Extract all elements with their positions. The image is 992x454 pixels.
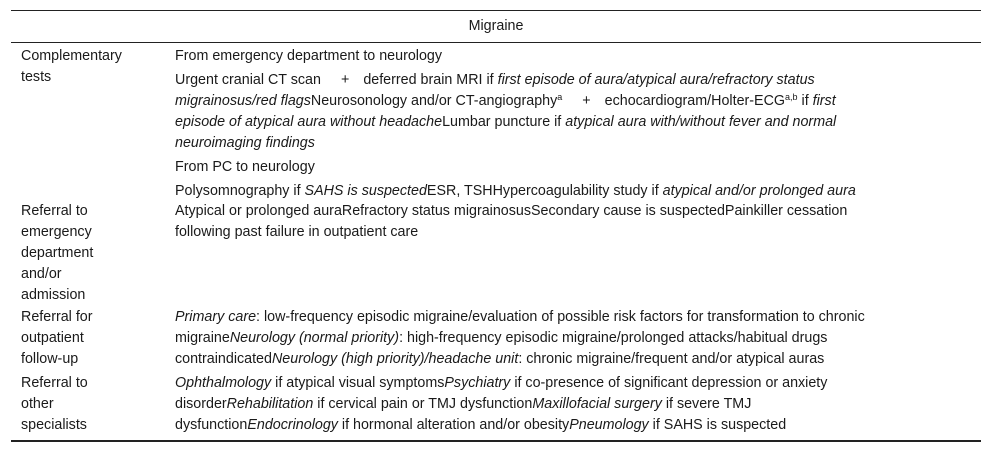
- ed-tests-line-4: neuroimaging findings: [175, 135, 315, 151]
- referral-emergency-content: Atypical or prolonged auraRefractory status migrainosusSecondary cause is suspectedPainkiller cessation following past failure in outpatient care: [175, 203, 848, 240]
- table-bottom-rule: [11, 440, 981, 442]
- ed-tests-line-2: migrainosus/red flagsNeurosonology and/or CT-angiography$^a$ + echocardiogram/Holter-ECG$^{a,b}$ if first: [175, 92, 836, 109]
- table-header-migraine: Migraine: [468, 18, 524, 34]
- referral-specialists-content: Ophthalmology if atypical visual symptomsPsychiatry if co-presence of significant depression or anxiety disorderRehabilitation if cervical pain or TMJ dysfunctionMaxillofacial surgery if severe TMJ dysfunctionEndocrinology if hormonal alteration and/or obesityPneumology if SAHS is suspected: [175, 375, 828, 433]
- row-label-referral-outpatient: Referral for outpatient follow-up: [21, 309, 93, 367]
- row-label-referral-specialists: Referral to other specialists: [21, 375, 88, 433]
- table-header-rule: [11, 42, 981, 43]
- row-label-complementary-tests: Complementary tests: [21, 48, 122, 85]
- row-label-referral-emergency: Referral to emergency department and/or admission: [21, 203, 94, 303]
- ed-tests-line-3: episode of atypical aura without headacheLumbar puncture if atypical aura with/without fever and normal: [175, 114, 837, 130]
- ed-to-neurology-heading: From emergency department to neurology: [175, 48, 443, 64]
- referral-outpatient-content: Primary care: low-frequency episodic migraine/evaluation of possible risk factors for transformation to chronic migraineNeurology (normal priority): high-frequency episodic migraine/prolonged attacks/habitual drugs contraindicatedNeurology (high priority)/headache unit: chronic migraine/frequent and/or atypical auras: [175, 309, 865, 367]
- pc-tests-line: Polysomnography if SAHS is suspectedESR, TSHHypercoagulability study if atypical and/or prolonged aura: [175, 183, 856, 199]
- pc-to-neurology-heading: From PC to neurology: [175, 159, 315, 175]
- ed-tests-line-1: Urgent cranial CT scan + deferred brain MRI if first episode of aura/atypical aura/refractory status: [175, 72, 815, 88]
- complementary-tests-content: [175, 46, 975, 202]
